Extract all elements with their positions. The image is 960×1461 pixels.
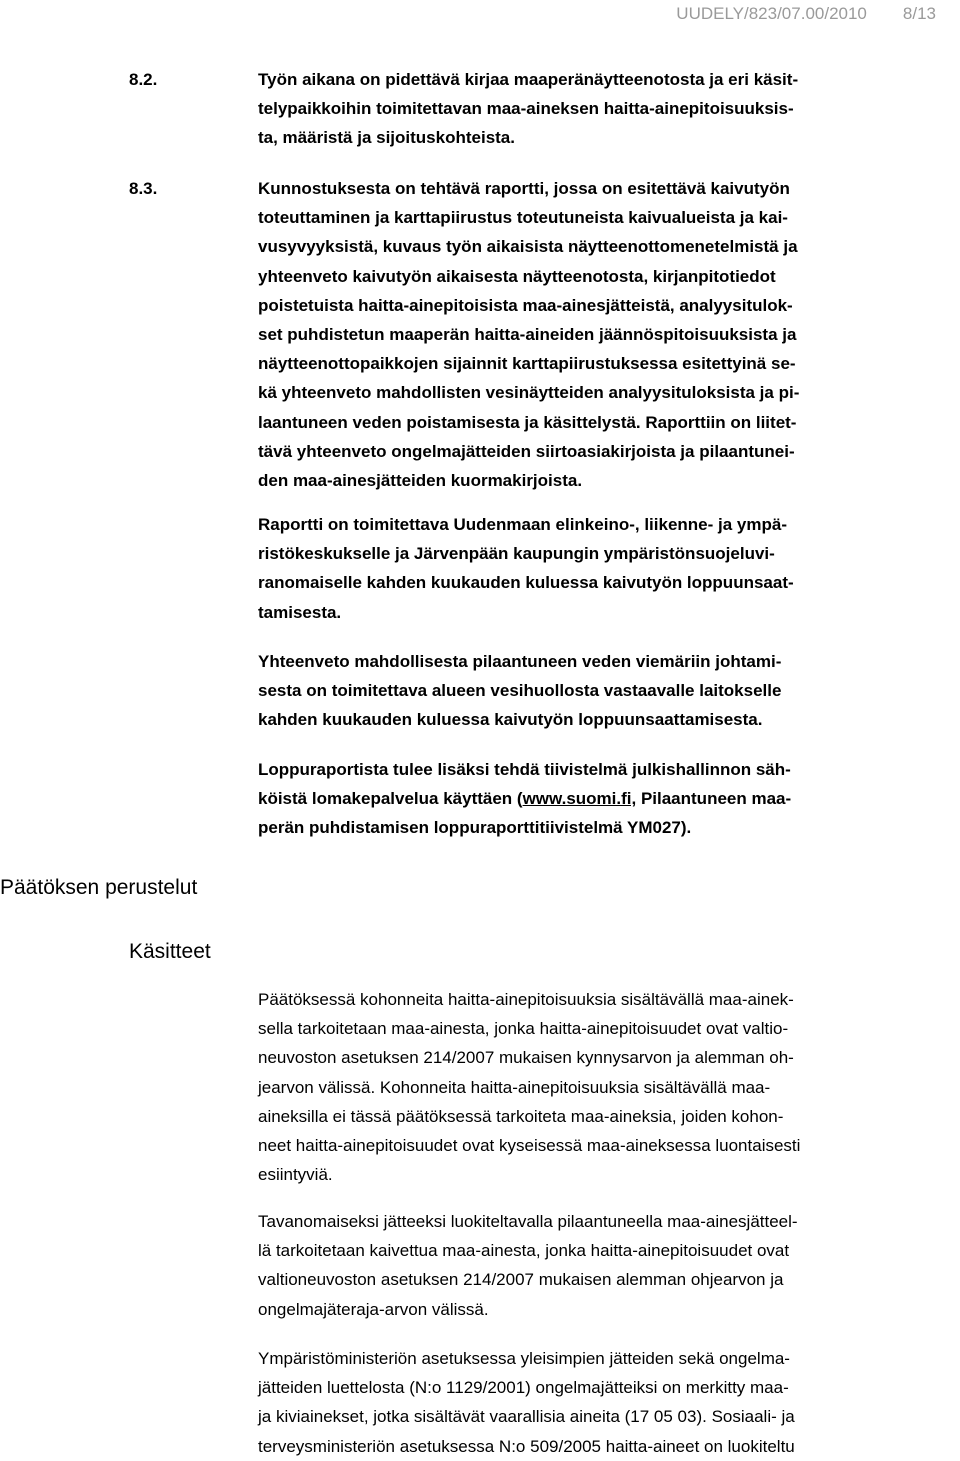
text-line: sella tarkoitetaan maa-ainesta, jonka haitta-ainepitoisuudet ovat valtio- (258, 1019, 789, 1039)
text-line: lä tarkoitetaan kaivettua maa-ainesta, jonka haitta-ainepitoisuudet ovat (258, 1241, 790, 1261)
water-summary-paragraph (258, 647, 960, 735)
report-recipients-paragraph (258, 510, 960, 627)
text-line: tamisesta. (258, 602, 342, 622)
text-line: jearvon välissä. Kohonneita haitta-ainepitoisuuksia sisältävällä maa- (258, 1077, 771, 1097)
text-line: den maa-ainesjätteiden kuormakirjoista. (258, 471, 583, 491)
text-line: perän puhdistamisen loppuraporttitiivistelmä YM027). (258, 818, 692, 838)
text-line: toteuttaminen ja karttapiirustus toteutuneista kaivualueista ja kai- (258, 208, 788, 228)
final-report-paragraph (258, 755, 960, 843)
definition-ordinary-waste-paragraph (258, 1207, 960, 1324)
item-number-8-3: 8.3. (129, 179, 158, 198)
text-line: ristökeskukselle ja Järvenpään kaupungin ympäristönsuojeluvi- (258, 544, 775, 564)
text-line: tävä yhteenveto ongelmajätteiden siirtoasiakirjoista ja pilaantunei- (258, 441, 795, 461)
item-8-2-text (258, 65, 960, 153)
ministry-regulation-paragraph (258, 1344, 960, 1461)
suomi-fi-link[interactable]: www.suomi.fi, (522, 789, 637, 809)
text-line: esiintyviä. (258, 1165, 333, 1185)
text-line (258, 784, 960, 813)
text-line: yhteenveto kaivutyön aikaisesta näytteenotosta, kirjanpitotiedot (258, 266, 776, 286)
text-line: ja kiviainekset, jotka sisältävät vaarallisia aineita (17 05 03). Sosiaali- ja (258, 1407, 795, 1427)
item-number-8-2: 8.2. (129, 70, 158, 89)
text-line: Ympäristöministeriön asetuksessa yleisimpien jätteiden sekä ongelma- (258, 1349, 790, 1368)
text-line: kä yhteenveto mahdollisten vesinäytteiden analyysituloksista ja pi- (258, 383, 800, 403)
text-fragment: Pilaantuneen maa- (636, 789, 792, 809)
page-header (676, 4, 936, 24)
text-line: kahden kuukauden kuluessa kaivutyön loppuunsaattamisesta. (258, 710, 763, 730)
text-line: jätteiden luettelosta (N:o 1129/2001) ongelmajätteiksi on merkitty maa- (258, 1378, 789, 1398)
text-line: Kunnostuksesta on tehtävä raportti, jossa on esitettävä kaivutyön (258, 179, 790, 198)
text-line: Yhteenveto mahdollisesta pilaantuneen veden viemäriin johtami- (258, 652, 782, 671)
text-line: valtioneuvoston asetuksen 214/2007 mukaisen alemman ohjearvon ja (258, 1270, 784, 1290)
item-8-3-text (258, 174, 960, 495)
document-reference: UUDELY/823/07.00/2010 (676, 4, 867, 23)
text-line: set puhdistetun maaperän haitta-aineiden jäännöspitoisuuksista ja (258, 325, 797, 345)
text-fragment: köistä lomakepalvelua käyttäen ( (258, 789, 523, 809)
text-line: neet haitta-ainepitoisuudet ovat kyseisessä maa-aineksessa luontaisesti (258, 1136, 801, 1156)
text-line: telypaikkoihin toimitettavan maa-aineksen haitta-ainepitoisuuksis- (258, 99, 794, 119)
text-line: neuvoston asetuksen 214/2007 mukaisen kynnysarvon ja alemman oh- (258, 1048, 794, 1068)
text-line: Tavanomaiseksi jätteeksi luokiteltavalla pilaantuneella maa-ainesjätteel- (258, 1212, 798, 1231)
text-line: Päätöksessä kohonneita haitta-ainepitoisuuksia sisältävällä maa-ainek- (258, 990, 794, 1009)
text-line: laantuneen veden poistamisesta ja käsittelystä. Raporttiin on liitet- (258, 412, 797, 432)
page-number: 8/13 (902, 4, 936, 23)
section-heading-decision-grounds: Päätöksen perustelut (0, 876, 198, 899)
text-line: sesta on toimitettava alueen vesihuollosta vastaavalle laitokselle (258, 681, 782, 701)
text-line: ongelmajäteraja-arvon välissä. (258, 1299, 489, 1319)
text-line: poistetuista haitta-ainepitoisista maa-ainesjätteistä, analyysitulok- (258, 295, 793, 315)
text-line: aineksilla ei tässä päätöksessä tarkoiteta maa-aineksia, joiden kohon- (258, 1106, 784, 1126)
text-line: terveysministeriön asetuksessa N:o 509/2005 haitta-aineet on luokiteltu (258, 1436, 795, 1456)
text-line: ta, määristä ja sijoituskohteista. (258, 128, 515, 148)
text-line: Työn aikana on pidettävä kirjaa maaperänäytteenotosta ja eri käsit- (258, 70, 799, 89)
text-line: näytteenottopaikkojen sijainnit karttapiirustuksessa esitettyinä se- (258, 354, 796, 374)
subsection-heading-concepts: Käsitteet (129, 940, 211, 963)
definition-contaminated-soil-paragraph (258, 985, 960, 1189)
text-line: ranomaiselle kahden kuukauden kuluessa kaivutyön loppuunsaat- (258, 573, 794, 593)
text-line: Raportti on toimitettava Uudenmaan elinkeino-, liikenne- ja ympä- (258, 515, 787, 534)
text-line: Loppuraportista tulee lisäksi tehdä tiivistelmä julkishallinnon säh- (258, 760, 791, 779)
text-line: vusyvyyksistä, kuvaus työn aikaisista näytteenottomenetelmistä ja (258, 237, 798, 257)
